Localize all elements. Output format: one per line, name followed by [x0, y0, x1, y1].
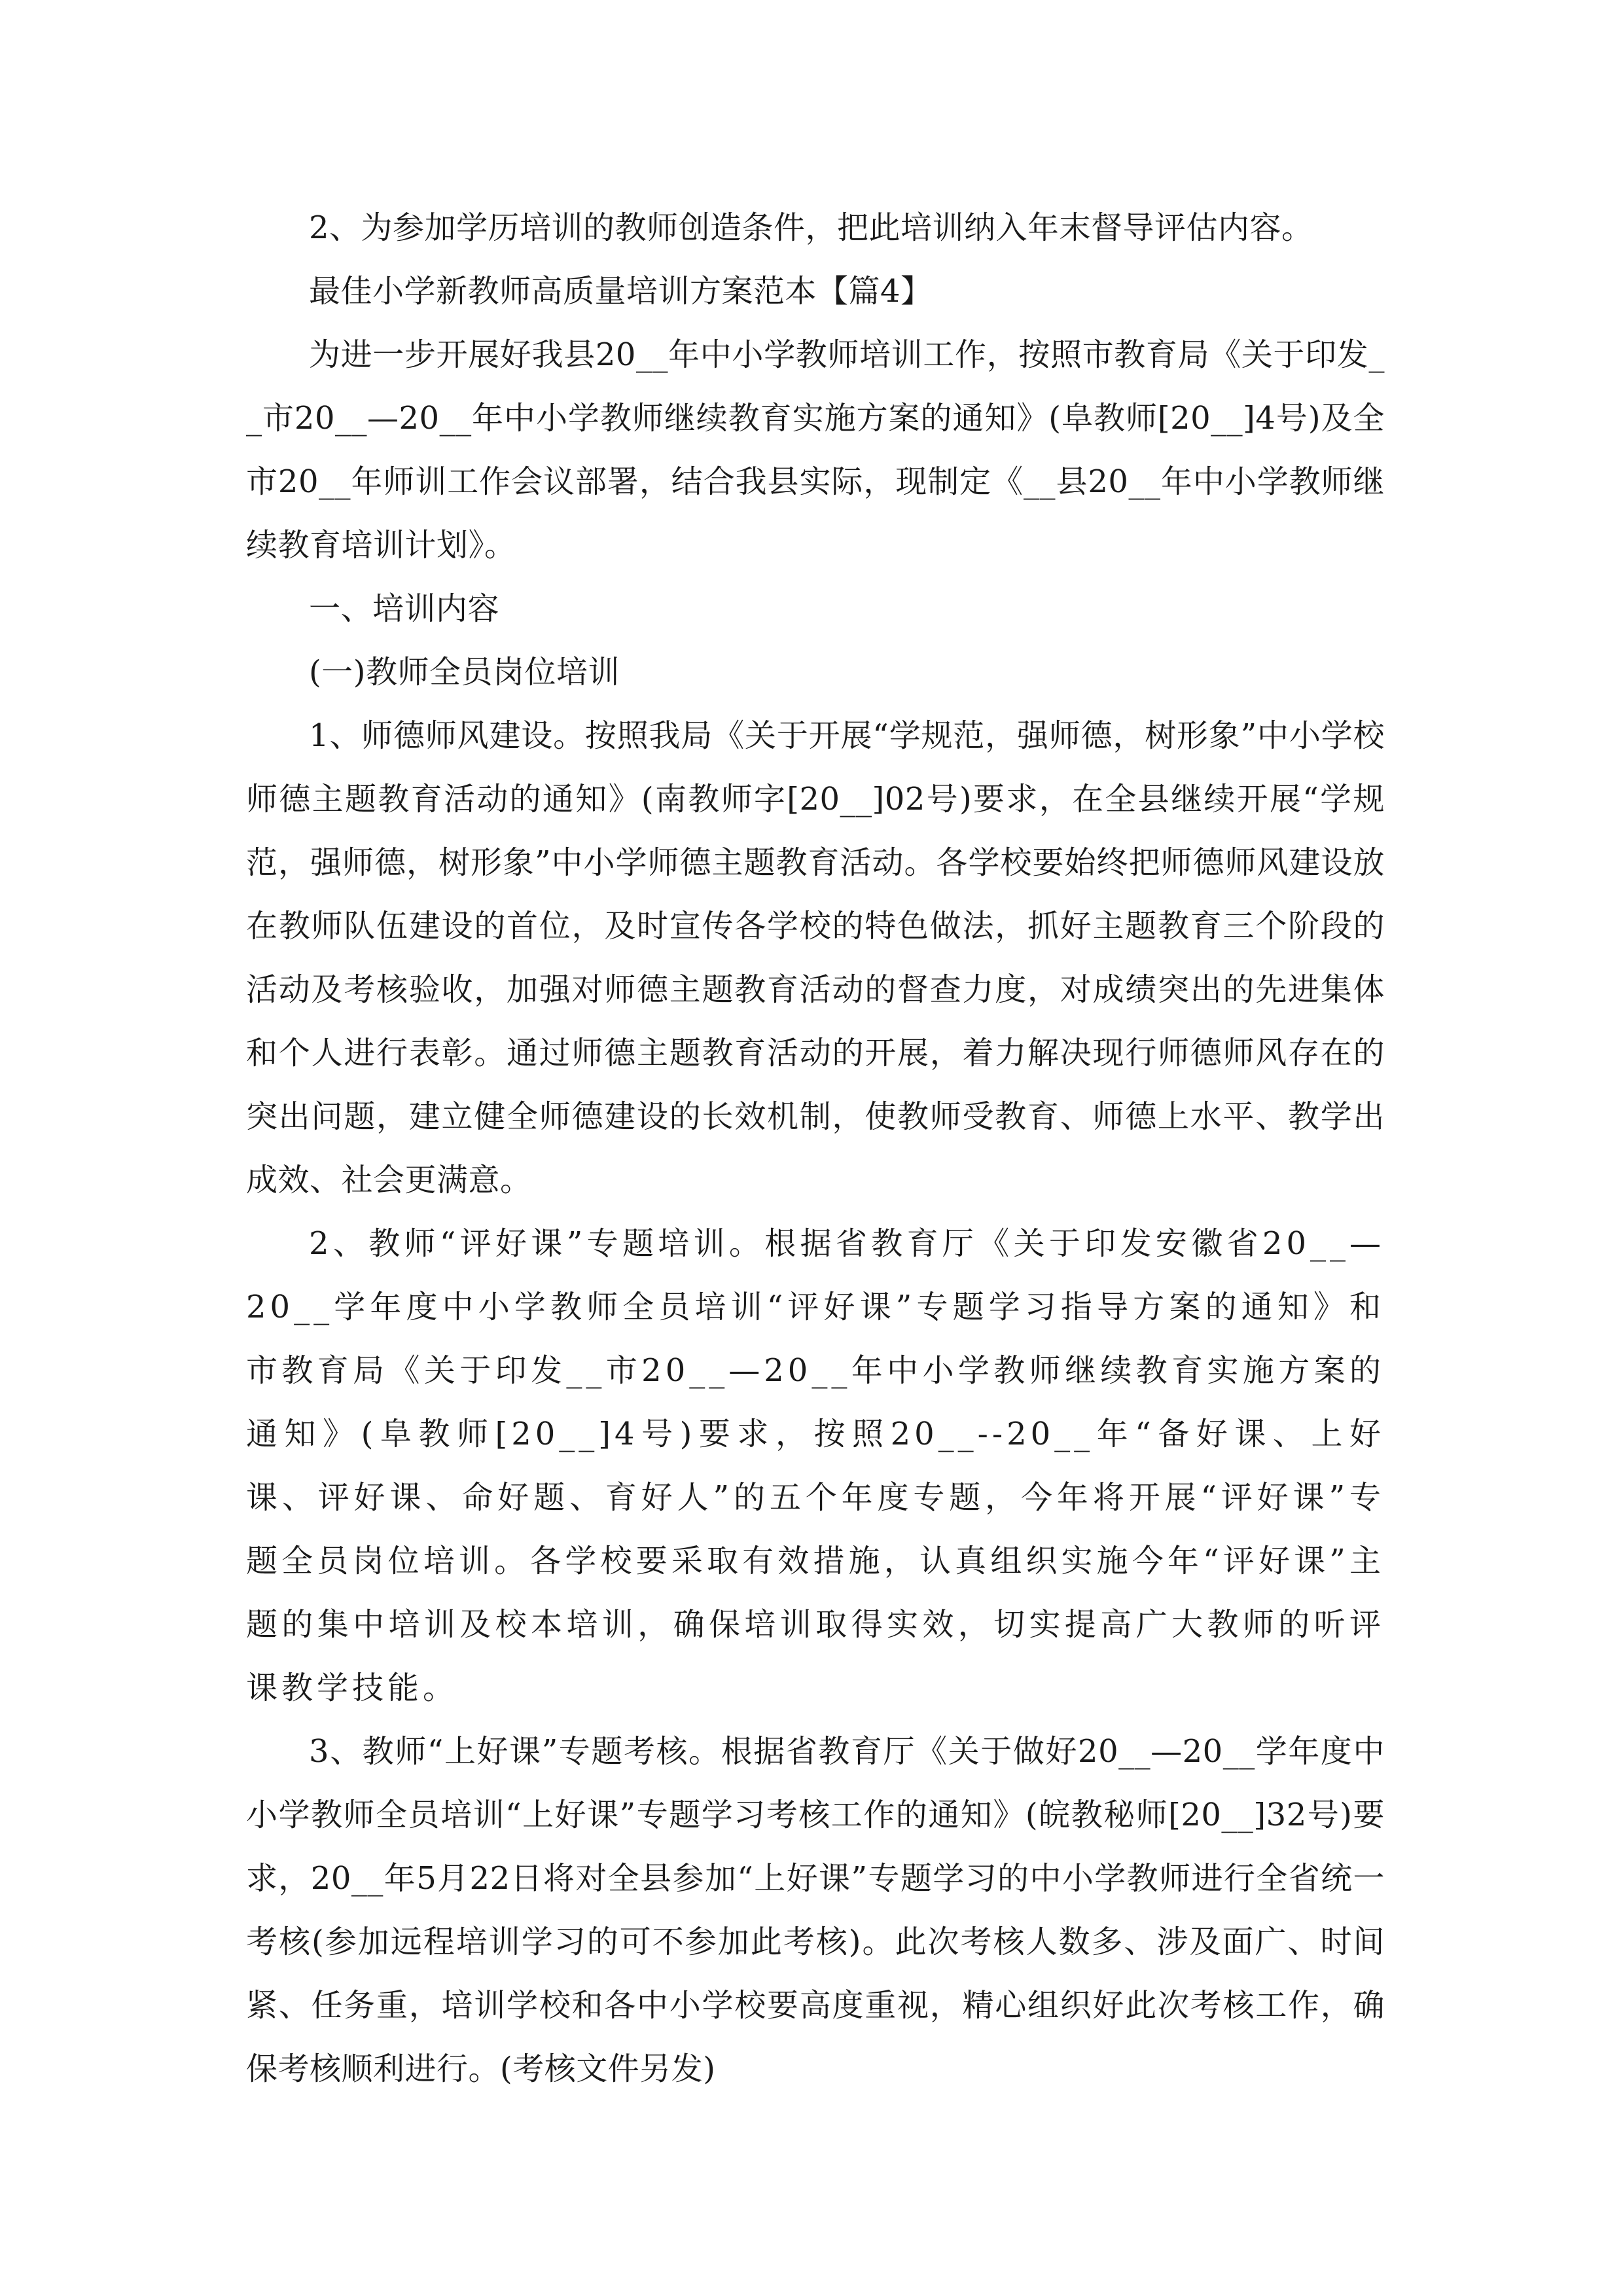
paragraph-lesson-teaching-assessment: 3、教师“上好课”专题考核。根据省教育厅《关于做好20__—20__学年度中小学教师全员培训“上好课”专题学习考核工作的通知》(皖教秘师[20__]32号)要求，20__年5月22日将对全县参加“上好课”专题学习的中小学教师进行全省统一考核(参加远程培训学习的可不参加此考核)。此次考核人数多、涉及面广、时间紧、任务重，培训学校和各中小学校要高度重视，精心组织好此次考核工作，确保考核顺利进行。(考核文件另发) — [246, 1733, 1385, 2087]
paragraph-introduction: 为进一步开展好我县20__年中小学教师培训工作，按照市教育局《关于印发__市20__—20__年中小学教师继续教育实施方案的通知》(阜教师[20__]4号)及全市20__年师训工作会议部署，结合我县实际，现制定《__县20__年中小学教师继续教育培训计划》。 — [246, 336, 1385, 564]
document-body — [246, 196, 1385, 2101]
section-title-plan-4: 最佳小学新教师高质量培训方案范本【篇4】 — [309, 273, 933, 310]
heading-training-content: 一、培训内容 — [309, 590, 500, 627]
paragraph-lesson-evaluation-training: 2、教师“评好课”专题培训。根据省教育厅《关于印发安徽省20__—20__学年度中小学教师全员培训“评好课”专题学习指导方案的通知》和市教育局《关于印发__市20__—20__年中小学教师继续教育实施方案的通知》(阜教师[20__]4号)要求，按照20__--20__年“备好课、上好课、评好课、命好题、育好人”的五个年度专题，今年将开展“评好课”专题全员岗位培训。各学校要采取有效措施，认真组织实施今年“评好课”主题的集中培训及校本培训，确保培训取得实效，切实提高广大教师的听评课教学技能。 — [246, 1225, 1385, 1706]
subheading-all-staff-training: (一)教师全员岗位培训 — [309, 654, 620, 691]
paragraph-teacher-ethics: 1、师德师风建设。按照我局《关于开展“学规范，强师德，树形象”中小学校师德主题教育活动的通知》(南教师字[20__]02号)要求，在全县继续开展“学规范，强师德，树形象”中小学师德主题教育活动。各学校要始终把师德师风建设放在教师队伍建设的首位，及时宣传各学校的特色做法，抓好主题教育三个阶段的活动及考核验收，加强对师德主题教育活动的督查力度，对成绩突出的先进集体和个人进行表彰。通过师德主题教育活动的开展，着力解决现行师德师风存在的突出问题，建立健全师德建设的长效机制，使教师受教育、师德上水平、教学出成效、社会更满意。 — [246, 717, 1385, 1198]
paragraph-education-conditions: 2、为参加学历培训的教师创造条件，把此培训纳入年末督导评估内容。 — [309, 209, 1313, 246]
